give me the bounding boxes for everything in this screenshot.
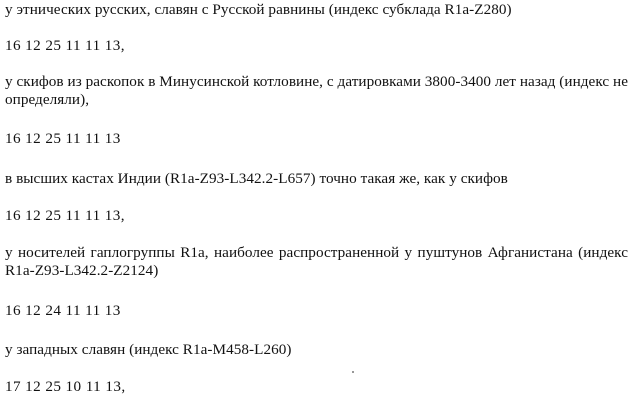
paragraph-western-slavs: у западных славян (индекс R1a-M458-L260) — [5, 341, 292, 358]
haplotype-values: 16 12 25 11 11 13, — [5, 207, 125, 224]
haplotype-values: 16 12 25 11 11 13, — [5, 37, 125, 54]
paragraph-pashtuns-afghanistan: у носителей гаплогруппы R1a, наиболее распространенной у пуштунов Афганистана (индекс R1a-Z93-L342.2-Z2124) — [5, 244, 628, 279]
haplotype-values: 17 12 25 10 11 13, — [5, 378, 126, 395]
paragraph-india-castes: в высших кастах Индии (R1a-Z93-L342.2-L657) точно такая же, как у скифов — [5, 170, 508, 187]
paragraph-scythians-minusinsk: у скифов из раскопок в Минусинской котловине, с датировками 3800-3400 лет назад (индекс не определяли), — [5, 73, 628, 108]
paragraph-ethnic-russians: у этнических русских, славян с Русской равнины (индекс субклада R1a-Z280) — [5, 1, 512, 18]
haplotype-values: 16 12 24 11 11 13 — [5, 302, 121, 319]
scan-speck — [352, 371, 354, 373]
haplotype-values: 16 12 25 11 11 13 — [5, 130, 121, 147]
